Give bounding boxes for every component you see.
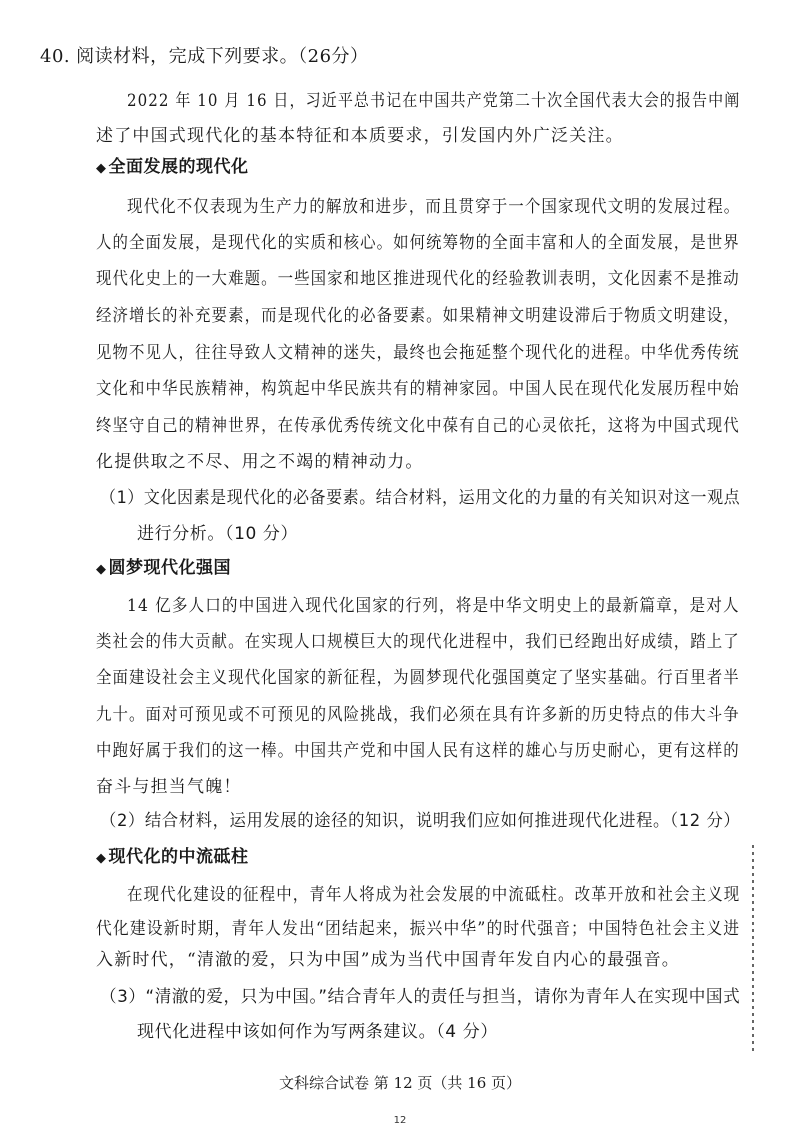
intro-line: 述了中国式现代化的基本特征和本质要求，引发国内外广泛关注。 [96,126,624,146]
section-heading: ◆ 圆梦现代化强国 [96,558,231,578]
task-1-line: （1）文化因素是现代化的必备要素。结合材料，运用文化的力量的有关知识对这一观点 [100,488,741,508]
task-3-line: （3）“清澈的爱，只为中国。”结合青年人的责任与担当，请你为青年人在实现中国式 [100,987,741,1007]
paragraph-line: 在现代化建设的征程中，青年人将成为社会发展的中流砥柱。改革开放和社会主义现 [127,885,741,905]
question-number: 40. [40,46,71,67]
paragraph-line: 人的全面发展，是现代化的实质和核心。如何统筹物的全面丰富和人的全面发展，是世界 [96,233,740,253]
intro-line: 2022 年 10 月 16 日，习近平总书记在中国共产党第二十次全国代表大会的报告中阐 [127,91,741,111]
paragraph-line: 14 亿多人口的中国进入现代化国家的行列，将是中华文明史上的最新篇章，是对人 [127,596,740,616]
page-number: 12 [393,1115,407,1126]
question-instruction: 阅读材料，完成下列要求。（26分） [76,46,369,67]
diamond-bullet-icon: ◆ [96,161,107,176]
binding-edge-marks [752,845,754,1055]
diamond-bullet-icon: ◆ [96,851,107,866]
page-footer: 文科综合试卷 第 12 页（共 16 页） [278,1074,521,1092]
paragraph-line: 类社会的伟大贡献。在实现人口规模巨大的现代化进程中，我们已经跑出好成绩，踏上了 [96,632,740,652]
section-heading: ◆ 全面发展的现代化 [96,157,249,177]
section-heading: ◆ 现代化的中流砥柱 [96,847,249,867]
diamond-bullet-icon: ◆ [96,562,107,577]
paragraph-line: 代化建设新时期，青年人发出“团结起来，振兴中华”的时代强音；中国特色社会主义进 [96,919,741,939]
paragraph-line: 文化和中华民族精神，构筑起中华民族共有的精神家园。中国人民在现代化发展历程中始 [96,379,740,399]
paragraph-line: 现代化不仅表现为生产力的解放和进步，而且贯穿于一个国家现代文明的发展过程。 [127,197,741,217]
paragraph-line: 化提供取之不尽、用之不竭的精神动力。 [96,452,424,472]
paragraph-line: 入新时代，“清澈的爱，只为中国”成为当代中国青年发自内心的最强音。 [96,950,680,970]
task-3-line: 现代化进程中该如何作为写两条建议。（4 分） [137,1022,498,1042]
paragraph-line: 终坚守自己的精神世界，在传承优秀传统文化中葆有自己的心灵依托，这将为中国式现代 [96,416,740,436]
task-1-line: 进行分析。（10 分） [137,524,299,544]
paragraph-line: 经济增长的补充要素，而是现代化的必备要素。如果精神文明建设滞后于物质文明建设， [96,306,740,326]
paragraph-line: 中跑好属于我们的这一棒。中国共产党和中国人民有这样的雄心与历史耐心，更有这样的 [96,741,740,761]
task-2-line: （2）结合材料，运用发展的途径的知识，说明我们应如何推进现代化进程。（12 分） [100,811,741,831]
paragraph-line: 全面建设社会主义现代化国家的新征程，为圆梦现代化强国奠定了坚实基础。行百里者半 [96,668,740,688]
paragraph-line: 奋斗与担当气魄！ [96,777,242,797]
paragraph-line: 九十。面对可预见或不可预见的风险挑战，我们必须在具有许多新的历史特点的伟大斗争 [96,705,740,725]
paragraph-line: 现代化史上的一大难题。一些国家和地区推进现代化的经验教训表明，文化因素不是推动 [96,269,740,289]
paragraph-line: 见物不见人，往往导致人文精神的迷失，最终也会拖延整个现代化的进程。中华优秀传统 [96,343,740,363]
question-header [40,42,369,68]
